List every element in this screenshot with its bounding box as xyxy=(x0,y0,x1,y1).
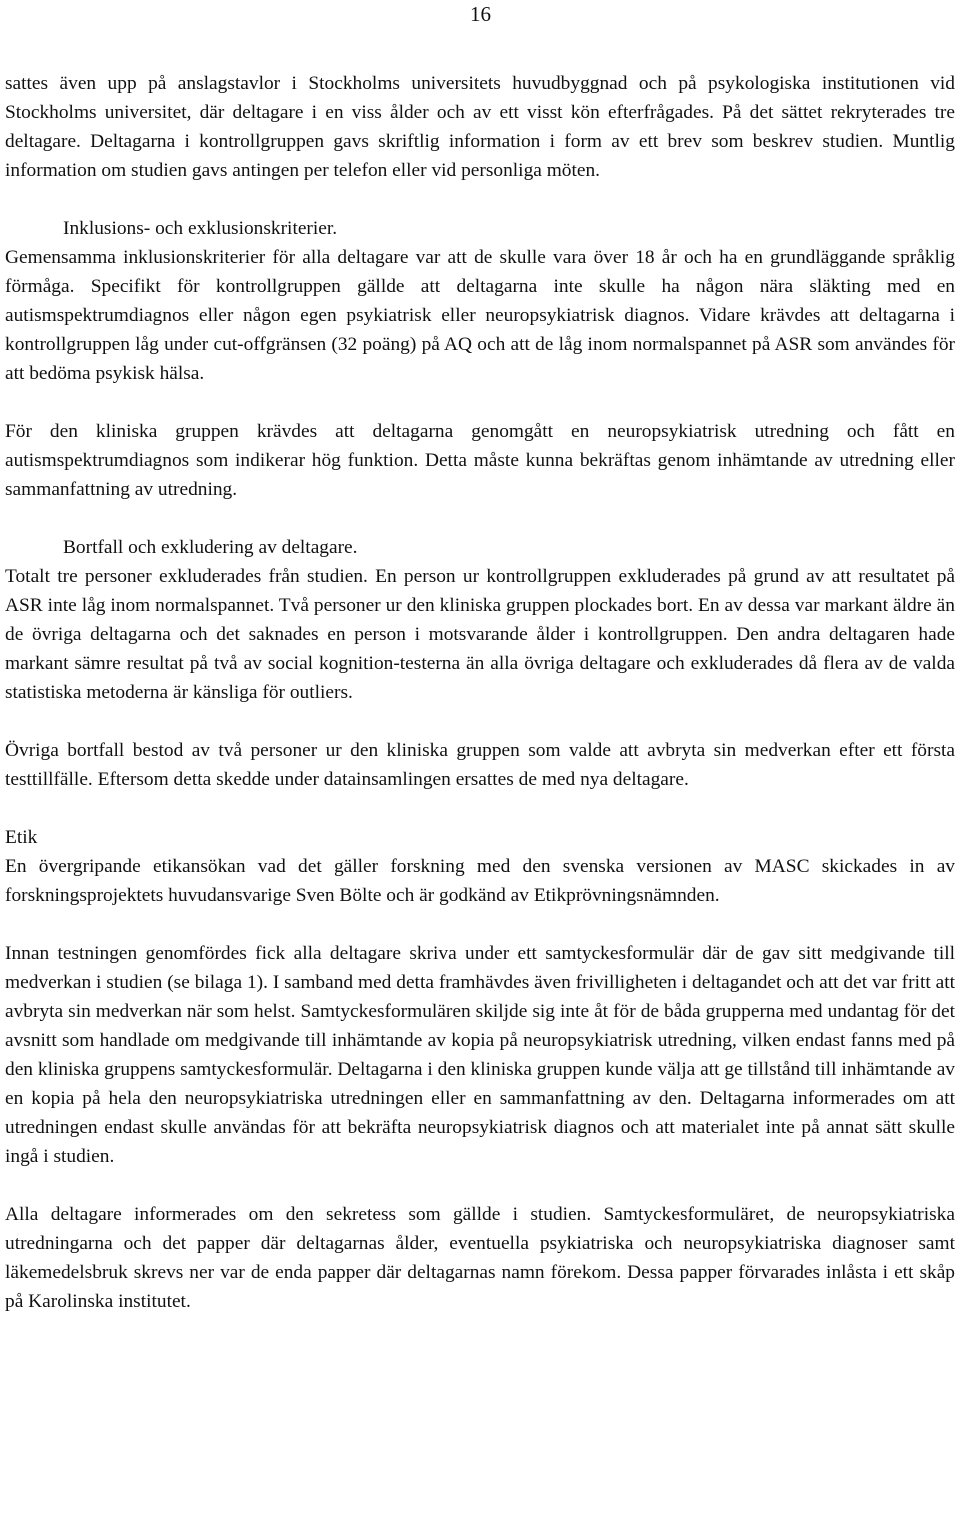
paragraph-exclusions: Totalt tre personer exkluderades från studien. En person ur kontrollgruppen exkluderades på grund av att resultatet på ASR inte låg inom normalspannet. Två personer ur den kliniska gruppen plockades bort. En av dessa var markant äldre än de övriga deltagarna och det saknades en person i motsvarande ålder i kontrollgruppen. Den andra deltagaren hade markant sämre resultat på två av social kognition-testerna än alla övriga deltagare och exkluderades då flera av de valda statistiska metoderna är känsliga för outliers. xyxy=(5,566,955,703)
heading-inclusion-criteria: Inklusions- och exklusionskriterier. xyxy=(63,218,338,239)
paragraph-gap xyxy=(5,707,955,736)
paragraph-gap xyxy=(5,185,955,214)
paragraph-gap xyxy=(5,910,955,939)
paragraph-inclusion-criteria: Gemensamma inklusionskriterier för alla deltagare var att de skulle vara över 18 år och ha en grundläggande språklig förmåga. Specifikt för kontrollgruppen gällde att deltagarna inte skulle ha någon nära släkting med en autismspektrumdiagnos eller någon egen psykiatrisk eller neuropsykiatrisk diagnos. Vidare krävdes att deltagarna i kontrollgruppen låg under cut-offgränsen (32 poäng) på AQ och att de låg inom normalspannet på ASR som användes för att bedöma psykisk hälsa. xyxy=(5,247,955,384)
paragraph-gap xyxy=(5,388,955,417)
document-body xyxy=(5,69,955,1316)
paragraph-other-dropout: Övriga bortfall bestod av två personer ur den kliniska gruppen som valde att avbryta sin medverkan efter ett första testtillfälle. Eftersom detta skedde under datainsamlingen ersattes de med nya deltagare. xyxy=(5,740,955,790)
paragraph-recruitment: sattes även upp på anslagstavlor i Stockholms universitets huvudbyggnad och på psykologiska institutionen vid Stockholms universitet, där deltagare i en viss ålder och av ett visst kön efterfrågades. På det sättet rekryterades tre deltagare. Deltagarna i kontrollgruppen gavs skriftlig information i form av ett brev som beskrev studien. Muntlig information om studien gavs antingen per telefon eller vid personliga möten. xyxy=(5,73,955,181)
paragraph-confidentiality: Alla deltagare informerades om den sekretess som gällde i studien. Samtyckesformuläret, de neuropsykiatriska utredningarna och det papper där deltagarnas ålder, eventuella psykiatriska och neuropsykiatriska diagnoser samt läkemedelsbruk skrevs ner var de enda papper där deltagarnas namn förekom. Dessa papper förvarades inlåsta i ett skåp på Karolinska institutet. xyxy=(5,1204,955,1312)
page-number: 16 xyxy=(470,2,491,26)
paragraph-gap xyxy=(5,504,955,533)
paragraph-gap xyxy=(5,794,955,823)
heading-dropout: Bortfall och exkludering av deltagare. xyxy=(63,537,358,558)
paragraph-ethics-application: En övergripande etikansökan vad det gäller forskning med den svenska versionen av MASC skickades in av forskningsprojektets huvudansvarige Sven Bölte och är godkänd av Etikprövningsnämnden. xyxy=(5,856,955,906)
paragraph-gap xyxy=(5,1171,955,1200)
paragraph-clinical-group: För den kliniska gruppen krävdes att deltagarna genomgått en neuropsykiatrisk utredning och fått en autismspektrumdiagnos som indikerar hög funktion. Detta måste kunna bekräftas genom inhämtande av utredning eller sammanfattning av utredning. xyxy=(5,421,955,500)
heading-ethics: Etik xyxy=(5,827,38,848)
paragraph-consent: Innan testningen genomfördes fick alla deltagare skriva under ett samtyckesformulär där de gav sitt medgivande till medverkan i studien (se bilaga 1). I samband med detta framhävdes även frivilligheten i deltagandet och att det var fritt att avbryta sin medverkan när som helst. Samtyckesformulären skiljde sig inte åt för de båda grupperna med undantag för det avsnitt som handlade om medgivande till inhämtande av kopia på neuropsykiatrisk utredning, vilken endast fanns med på den kliniska gruppens samtyckesformulär. Deltagarna i den kliniska gruppen kunde välja att ge tillstånd till inhämtande av en kopia på hela den neuropsykiatriska utredningen eller en sammanfattning av den. Deltagarna informerades om att utredningen endast skulle användas för att bekräfta neuropsykiatrisk diagnos och att materialet inte på annat sätt skulle ingå i studien. xyxy=(5,943,955,1167)
